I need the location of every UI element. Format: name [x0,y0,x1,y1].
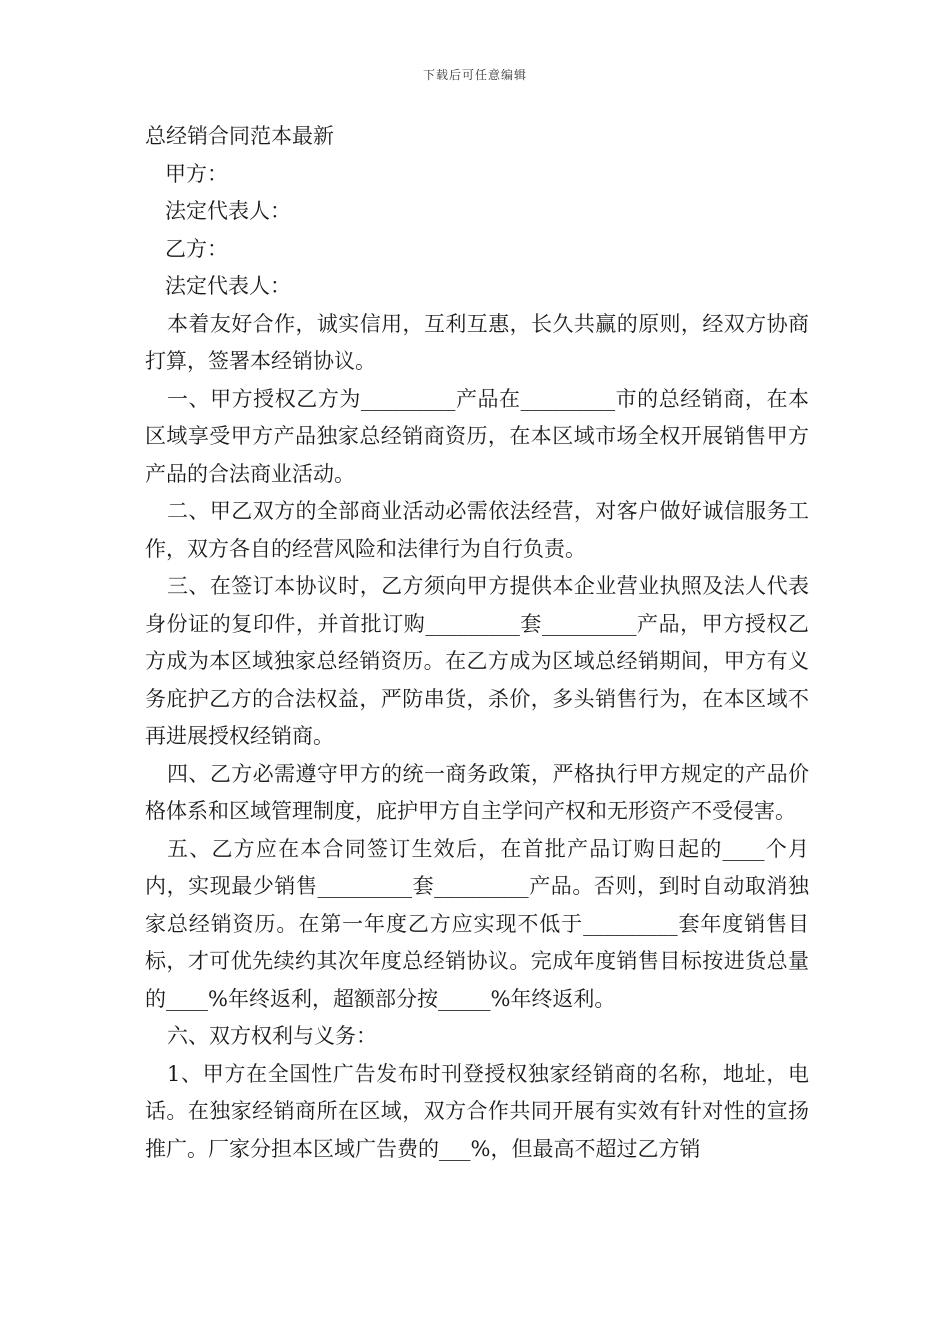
party-a-line: 甲方： [165,161,228,186]
clause-2-paragraph: 二、甲乙双方的全部商业活动必需依法经营，对客户做好诚信服务工作，双方各自的经营风险和法律行为自行负责。 [145,499,809,561]
clause-4-paragraph: 四、乙方必需遵守甲方的统一商务政策，严格执行甲方规定的产品价格体系和区域管理制度，庇护甲方自主学问产权和无形资产不受侵害。 [145,761,809,823]
party-b-representative-line: 法定代表人： [165,274,291,298]
document-title: 总经销合同范本最新 [145,124,334,148]
party-a-representative-line: 法定代表人： [165,199,291,223]
clause-6-item-1-paragraph: 1、甲方在全国性广告发布时刊登授权独家经销商的名称，地址，电话。在独家经销商所在区域，双方合作共同开展有实效有针对性的宣扬推广。厂家分担本区域广告费的___%，但最高不超过乙方销 [145,1061,809,1161]
clause-6-heading: 六、双方权利与义务： [167,1024,377,1048]
intro-paragraph: 本着友好合作，诚实信用，互利互惠，长久共赢的原则，经双方协商打算，签署本经销协议。 [145,311,809,373]
clause-5-paragraph: 五、乙方应在本合同签订生效后，在首批产品订购日起的____个月内，实现最少销售_________套_________产品。否则，到时自动取消独家总经销资历。在第一年度乙方应实现不低于_________套年度销售目标，才可优先续约其次年度总经销协议。完成年度销售目标按进货总量的____%年终返利，超额部分按_____%年终返利。 [145,836,809,1011]
page-header-note: 下载后可任意编辑 [422,68,527,82]
clause-1-paragraph: 一、甲方授权乙方为_________产品在_________市的总经销商，在本区域享受甲方产品独家总经销商资历，在本区域市场全权开展销售甲方产品的合法商业活动。 [145,386,809,486]
party-b-line: 乙方： [165,236,228,261]
document-body [145,118,809,1168]
clause-3-paragraph: 三、在签订本协议时，乙方须向甲方提供本企业营业执照及法人代表身份证的复印件，并首批订购_________套_________产品，甲方授权乙方成为本区域独家总经销资历。在乙方成为区域总经销期间，甲方有义务庇护乙方的合法权益，严防串货，杀价，多头销售行为，在本区域不再进展授权经销商。 [145,574,809,748]
